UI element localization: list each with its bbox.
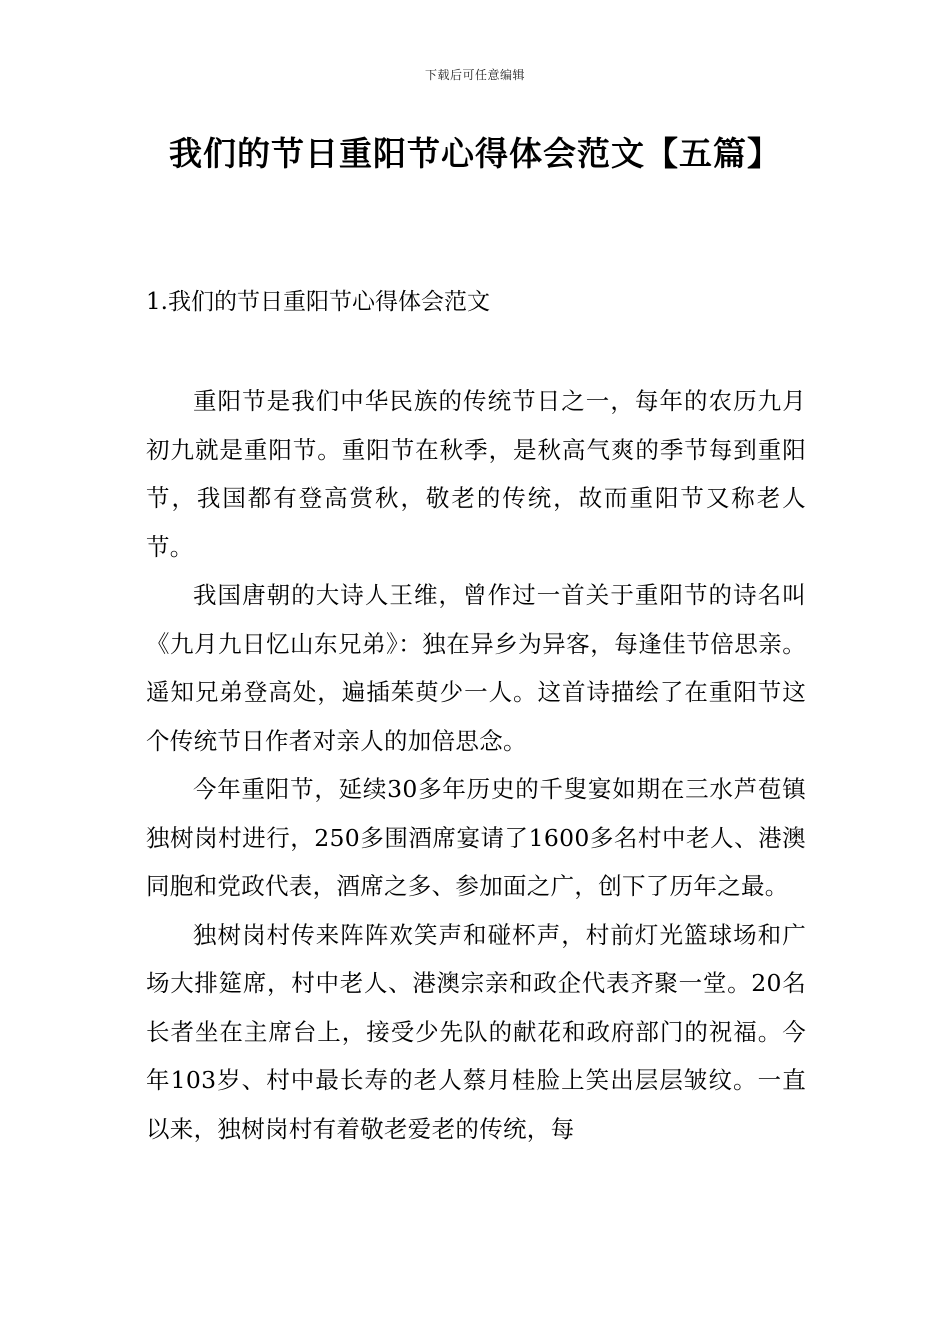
header-note: 下载后可任意编辑 (424, 68, 525, 82)
body-text (146, 377, 806, 1153)
paragraph: 今年重阳节，延续30多年历史的千叟宴如期在三水芦苞镇独树岗村进行，250多围酒席宴请了1600多名村中老人、港澳同胞和党政代表，酒席之多、参加面之广，创下了历年之最。 (146, 775, 806, 900)
paragraph: 我国唐朝的大诗人王维，曾作过一首关于重阳节的诗名叫《九月九日忆山东兄弟》：独在异乡为异客，每逢佳节倍思亲。遥知兄弟登高处，遍插茱萸少一人。这首诗描绘了在重阳节这个传统节日作者对亲人的加倍思念。 (146, 581, 806, 755)
section-heading: 1.我们的节日重阳节心得体会范文 (146, 289, 490, 315)
paragraph: 重阳节是我们中华民族的传统节日之一，每年的农历九月初九就是重阳节。重阳节在秋季，是秋高气爽的季节每到重阳节，我国都有登高赏秋，敬老的传统，故而重阳节又称老人节。 (146, 387, 806, 561)
paragraph: 独树岗村传来阵阵欢笑声和碰杯声，村前灯光篮球场和广场大排筵席，村中老人、港澳宗亲和政企代表齐聚一堂。20名长者坐在主席台上，接受少先队的献花和政府部门的祝福。今年103岁、村中最长寿的老人蔡月桂脸上笑出层层皱纹。一直以来，独树岗村有着敬老爱老的传统，每 (146, 920, 806, 1143)
document-title: 我们的节日重阳节心得体会范文【五篇】 (169, 134, 781, 173)
